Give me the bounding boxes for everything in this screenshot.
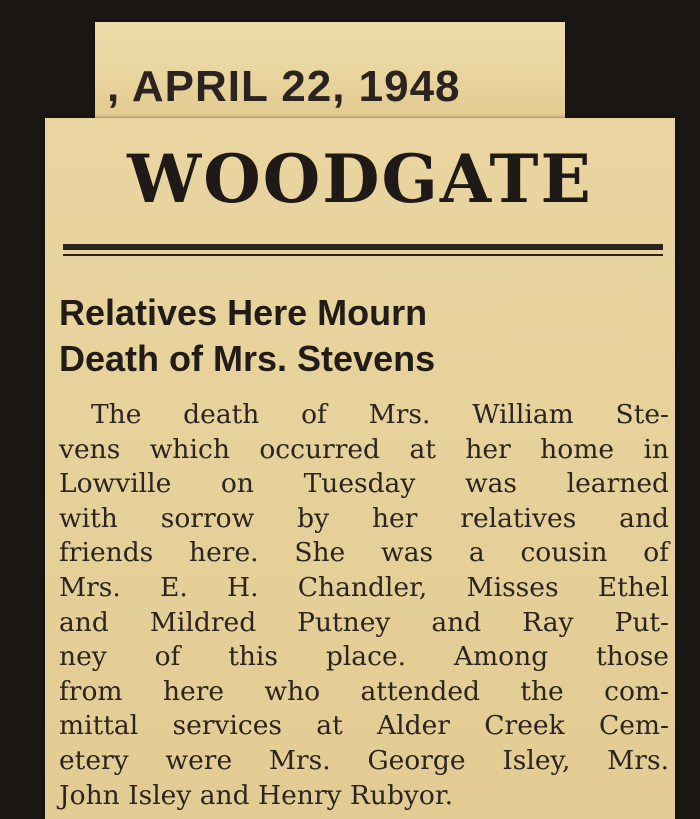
article-body [59, 398, 669, 813]
headline-line: Death of Mrs. Stevens [59, 338, 436, 379]
body-line: friends here. She was a cousin of [59, 537, 669, 569]
publication-date: , APRIL 22, 1948 [107, 62, 461, 111]
body-line: and Mildred Putney and Ray Put- [59, 606, 669, 638]
body-line: The death of Mrs. William Ste- [91, 399, 669, 430]
body-line: Lowville on Tuesday was learned [59, 468, 669, 500]
masthead-title: WOODGATE [127, 140, 593, 218]
article-headline [59, 290, 669, 382]
masthead-rule-thick [63, 244, 663, 250]
body-line: ney of this place. Among those [59, 641, 669, 673]
date-clipping [95, 22, 565, 118]
headline-line: Relatives Here Mourn [59, 292, 428, 333]
article-clipping [45, 118, 675, 819]
body-line: etery were Mrs. George Isley, Mrs. [59, 744, 669, 776]
body-line: from here who attended the com- [59, 675, 669, 707]
body-line: vens which occurred at her home in [59, 433, 669, 465]
body-line: John Isley and Henry Rubyor. [59, 779, 454, 811]
body-line: with sorrow by her relatives and [59, 502, 669, 534]
masthead-rule-thin [63, 254, 663, 256]
body-line: Mrs. E. H. Chandler, Misses Ethel [59, 571, 669, 603]
body-line: mittal services at Alder Creek Cem- [59, 710, 669, 742]
